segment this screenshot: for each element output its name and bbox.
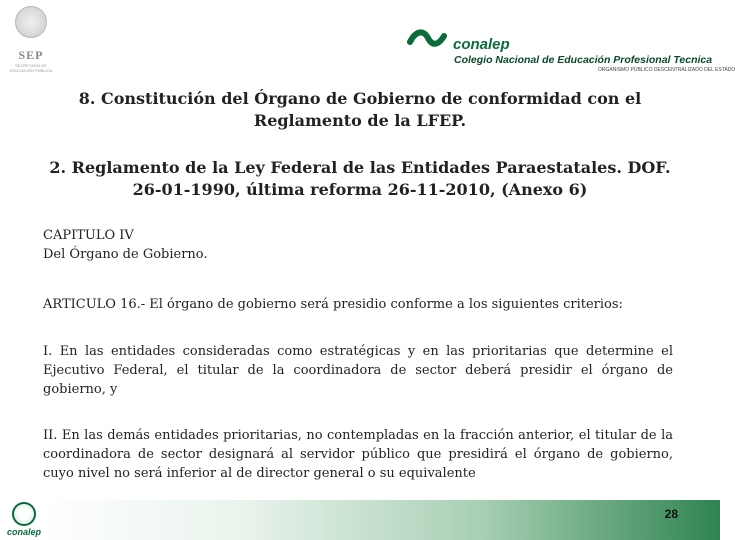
slide-title-line-2: Reglamento de la LFEP.: [253, 111, 467, 130]
slide-subtitle-line-1: 2. Reglamento de la Ley Federal de las Entidades Paraestatales. DOF.: [49, 158, 671, 177]
footer-conalep-logo: [4, 500, 44, 540]
slide-title-line-1: 8. Constitución del Órgano de Gobierno de conformidad con el: [78, 89, 642, 108]
conalep-logo: [408, 26, 735, 76]
conalep-wave-icon: [408, 28, 446, 52]
slide-title: [40, 88, 680, 132]
mexico-seal-icon: [15, 6, 47, 38]
sep-logo: [8, 4, 54, 78]
conalep-wordmark: conalep: [453, 36, 510, 53]
sep-subtitle: SECRETARÍA DE EDUCACIÓN PÚBLICA: [9, 63, 53, 73]
conalep-emblem-icon: [12, 502, 36, 526]
page-number: 28: [664, 507, 678, 521]
chapter-heading: [43, 226, 673, 264]
slide-subtitle: [30, 157, 690, 201]
sep-logo-text: SEP: [18, 48, 44, 62]
article-text: ARTICULO 16.- El órgano de gobierno será presidio conforme a los siguientes criterios:: [43, 297, 623, 312]
fraction-1-text: I. En las entidades consideradas como estratégicas y en las prioritarias que determine el Ejecutivo Federal, el titular de la coordinadora de sector deberá presidir el órgano de gobierno, y: [43, 344, 673, 397]
chapter-title: Del Órgano de Gobierno.: [43, 247, 208, 262]
conalep-full-name: Colegio Nacional de Educación Profesional Tecnica: [454, 54, 713, 66]
footer-logo-word: conalep: [6, 527, 41, 537]
chapter-number: CAPITULO IV: [43, 228, 134, 243]
conalep-tagline: ORGANISMO PÚBLICO DESCENTRALIZADO DEL ESTADO: [598, 67, 735, 73]
footer-gradient-bar: [40, 500, 720, 540]
slide-subtitle-line-2: 26-01-1990, última reforma 26-11-2010, (Anexo 6): [132, 180, 588, 199]
fraction-2-text: II. En las demás entidades prioritarias, no contempladas en la fracción anterior, el titular de la coordinadora de sector designará al servidor público que presidirá el órgano de gobierno, cuyo nivel no será inferior al de director general o su equivalente: [43, 428, 673, 481]
